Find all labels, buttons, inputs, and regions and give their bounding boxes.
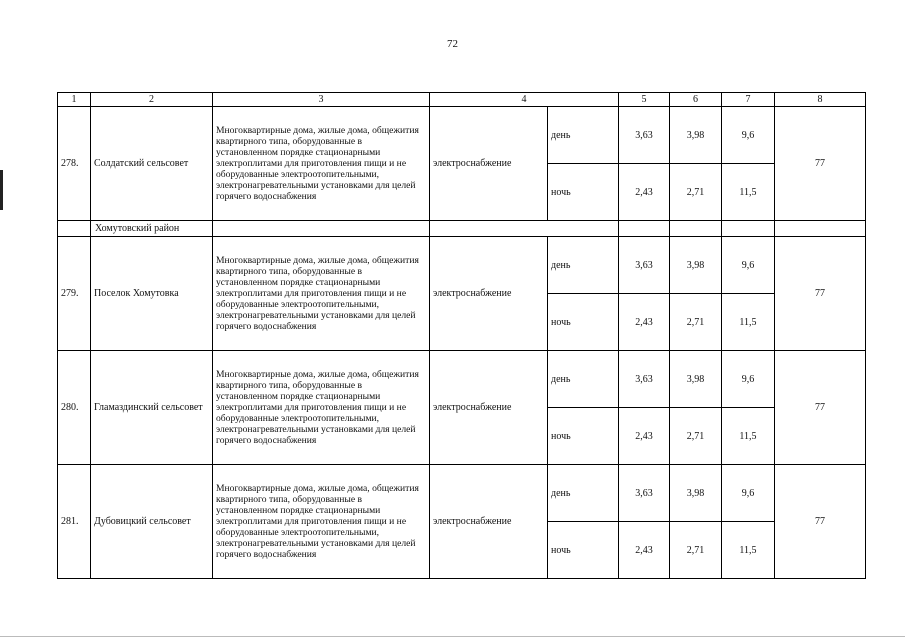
header-col-7: 7 — [722, 93, 775, 107]
district-empty-cell — [430, 221, 619, 237]
value-col7: 9,6 — [722, 351, 775, 408]
district-name: Хомутовский район — [91, 221, 213, 237]
service-type: электроснабжение — [430, 351, 548, 465]
value-col6: 2,71 — [670, 164, 722, 221]
value-col6: 3,98 — [670, 465, 722, 522]
value-col7: 11,5 — [722, 408, 775, 465]
district-num-cell — [58, 221, 91, 237]
header-row — [58, 93, 866, 107]
scan-edge-mark — [0, 170, 3, 210]
service-type: электроснабжение — [430, 465, 548, 579]
period-day: день — [548, 351, 619, 408]
value-col7: 9,6 — [722, 107, 775, 164]
settlement-name: Дубовицкий сельсовет — [91, 465, 213, 579]
value-col7: 9,6 — [722, 465, 775, 522]
period-day: день — [548, 237, 619, 294]
value-col6: 3,98 — [670, 107, 722, 164]
settlement-name: Поселок Хомутовка — [91, 237, 213, 351]
value-col5: 3,63 — [619, 351, 670, 408]
value-col7: 11,5 — [722, 522, 775, 579]
value-col5: 2,43 — [619, 408, 670, 465]
table-row-279-day — [58, 237, 866, 294]
period-night: ночь — [548, 522, 619, 579]
tariff-table — [57, 92, 866, 579]
settlement-name: Гламаздинский сельсовет — [91, 351, 213, 465]
period-night: ночь — [548, 408, 619, 465]
header-col-5: 5 — [619, 93, 670, 107]
row-number: 281. — [58, 465, 91, 579]
row-number: 279. — [58, 237, 91, 351]
period-night: ночь — [548, 164, 619, 221]
header-col-1: 1 — [58, 93, 91, 107]
service-type: электроснабжение — [430, 107, 548, 221]
value-col7: 9,6 — [722, 237, 775, 294]
value-col8: 77 — [775, 107, 866, 221]
service-type: электроснабжение — [430, 237, 548, 351]
scan-bottom-edge — [0, 636, 905, 637]
district-empty-cell — [775, 221, 866, 237]
value-col5: 2,43 — [619, 294, 670, 351]
page-number: 72 — [447, 38, 458, 50]
value-col7: 11,5 — [722, 294, 775, 351]
value-col7: 11,5 — [722, 164, 775, 221]
row-number: 280. — [58, 351, 91, 465]
value-col5: 3,63 — [619, 107, 670, 164]
table-row-280-day — [58, 351, 866, 408]
header-col-3: 3 — [213, 93, 430, 107]
header-col-4: 4 — [430, 93, 619, 107]
settlement-name: Солдатский сельсовет — [91, 107, 213, 221]
consumer-description: Многоквартирные дома, жилые дома, общежития квартирного типа, оборудованные в установленном порядке стационарными электроплитами для приготовления пищи и не оборудованные электроотопительными, электронагревательными установками для целей горячего водоснабжения — [213, 237, 430, 351]
value-col8: 77 — [775, 351, 866, 465]
value-col5: 3,63 — [619, 237, 670, 294]
table-row-278-day — [58, 107, 866, 164]
header-col-2: 2 — [91, 93, 213, 107]
value-col6: 3,98 — [670, 237, 722, 294]
table-row-281-day — [58, 465, 866, 522]
district-empty-cell — [619, 221, 670, 237]
district-empty-cell — [670, 221, 722, 237]
value-col8: 77 — [775, 237, 866, 351]
district-row — [58, 221, 866, 237]
header-col-8: 8 — [775, 93, 866, 107]
value-col6: 3,98 — [670, 351, 722, 408]
value-col5: 2,43 — [619, 522, 670, 579]
period-night: ночь — [548, 294, 619, 351]
value-col6: 2,71 — [670, 522, 722, 579]
value-col6: 2,71 — [670, 294, 722, 351]
value-col5: 2,43 — [619, 164, 670, 221]
consumer-description: Многоквартирные дома, жилые дома, общежития квартирного типа, оборудованные в установленном порядке стационарными электроплитами для приготовления пищи и не оборудованные электроотопительными, электронагревательными установками для целей горячего водоснабжения — [213, 107, 430, 221]
period-day: день — [548, 107, 619, 164]
value-col5: 3,63 — [619, 465, 670, 522]
consumer-description: Многоквартирные дома, жилые дома, общежития квартирного типа, оборудованные в установленном порядке стационарными электроплитами для приготовления пищи и не оборудованные электроотопительными, электронагревательными установками для целей горячего водоснабжения — [213, 351, 430, 465]
consumer-description: Многоквартирные дома, жилые дома, общежития квартирного типа, оборудованные в установленном порядке стационарными электроплитами для приготовления пищи и не оборудованные электроотопительными, электронагревательными установками для целей горячего водоснабжения — [213, 465, 430, 579]
period-day: день — [548, 465, 619, 522]
header-col-6: 6 — [670, 93, 722, 107]
value-col6: 2,71 — [670, 408, 722, 465]
value-col8: 77 — [775, 465, 866, 579]
row-number: 278. — [58, 107, 91, 221]
district-empty-cell — [722, 221, 775, 237]
district-empty-cell — [213, 221, 430, 237]
